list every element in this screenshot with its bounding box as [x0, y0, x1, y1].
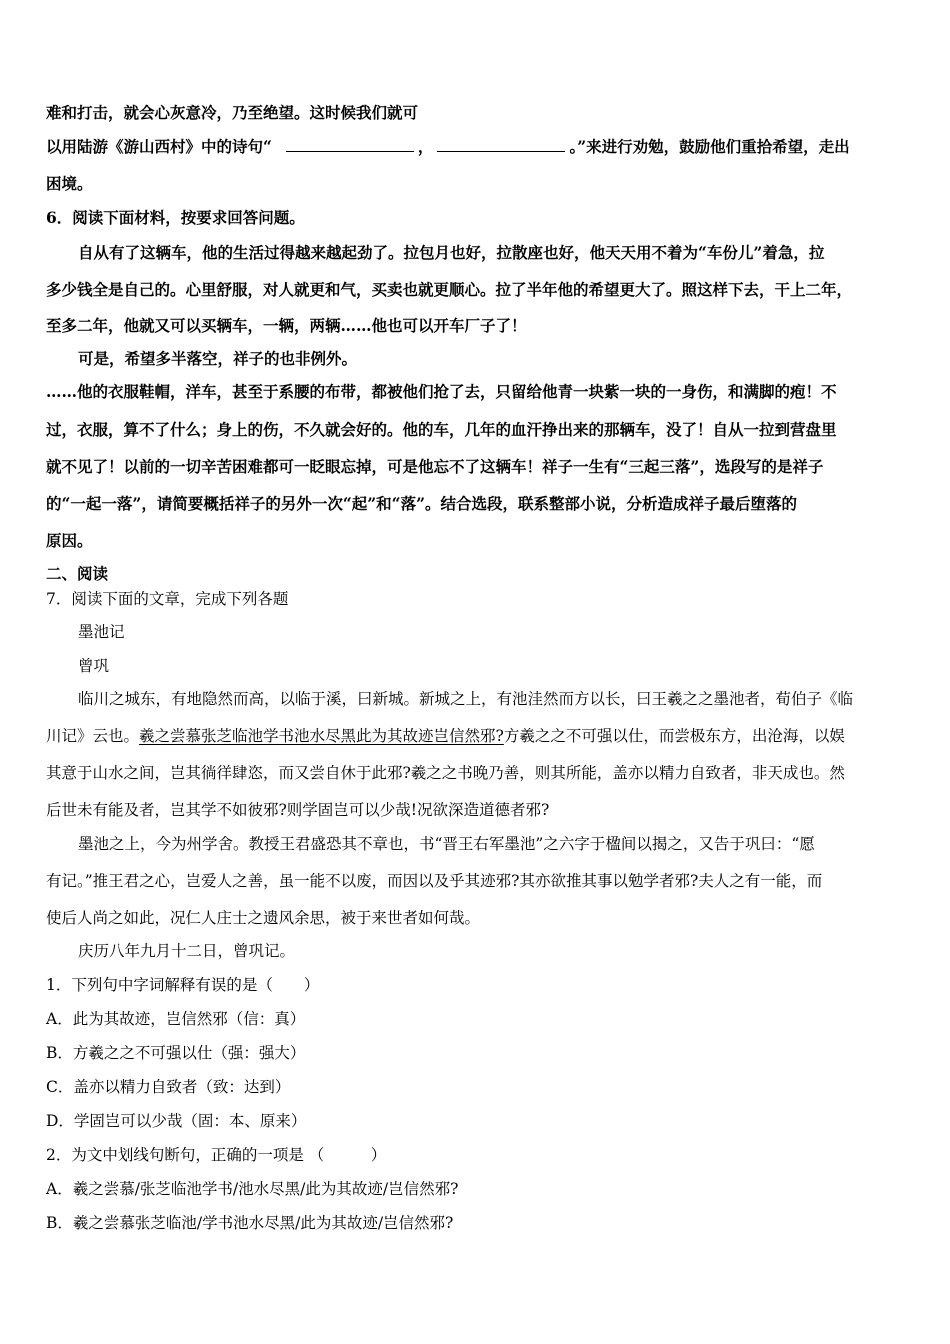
- q6-p1-line-2: 多少钱全是自己的。心里舒服，对人就更和气，买卖也就更顺心。拉了半年他的希望更大了。照这样下去，干上二年，: [46, 280, 853, 299]
- q5-prompt-text: 以用陆游《游山西村》中的诗句“: [46, 137, 272, 156]
- section-heading-reading: 二、阅读: [46, 564, 109, 583]
- q6-p3-line-5: 原因。: [46, 531, 93, 550]
- q5-prompt-tail: 。”来进行劝勉，鼓励他们重拾希望，走出: [569, 137, 850, 156]
- q7-heading: 7．阅读下面的文章，完成下列各题: [46, 590, 289, 608]
- poem-blank-2[interactable]: [437, 137, 565, 152]
- sub-question-1-stem: 1．下列句中字词解释有误的是（ ）: [46, 976, 320, 994]
- sub-question-2-option-a[interactable]: A．羲之尝慕/张芝临池学书/池水尽黑/此为其故迹/岂信然邪?: [46, 1180, 459, 1198]
- sub-question-1-option-c[interactable]: C．盖亦以精力自致者（致：达到）: [46, 1078, 291, 1096]
- poem-blank-1[interactable]: [286, 137, 414, 152]
- essay-p2-line-3: 使后人尚之如此，况仁人庄士之遗风余思，被于来世者如何哉。: [46, 909, 481, 927]
- q6-p3-line-4: 的“一起一落”，请简要概括祥子的另外一次“起”和“落”。结合选段，联系整部小说，分析造成祥子最后堕落的: [46, 494, 797, 513]
- q5-line-2: [46, 137, 850, 157]
- essay-p1-line-2: [46, 726, 845, 746]
- q6-p3-line-1: ……他的衣服鞋帽，洋车，甚至于系腰的布带，都被他们抢了去，只留给他青一块紫一块的一身伤，和满脚的疱！不: [46, 382, 837, 401]
- essay-p1-line-3: 其意于山水之间，岂其徜徉肆恣，而又尝自休于此邪?羲之之书晚乃善，则其所能，盖亦以精力自致者，非天成也。然: [46, 764, 845, 782]
- q5-comma: ，: [417, 137, 434, 156]
- essay-p2-line-2: 有记。”推王君之心，岂爱人之善，虽一能不以废，而因以及乎其迹邪?其亦欲推其事以勉学者邪?夫人之有一能，而: [46, 872, 823, 890]
- q6-p2: 可是，希望多半落空，祥子的也非例外。: [78, 349, 358, 368]
- q5-line-3: 困境。: [46, 174, 93, 193]
- essay-title: 墨池记: [78, 623, 125, 641]
- essay-p2-line-1: 墨池之上，今为州学舍。教授王君盛恐其不章也，书“晋王右军墨池”之六字于楹间以揭之，又告于巩曰：“愿: [78, 835, 815, 853]
- essay-p1-line-2-start: 川记》云也。: [46, 727, 140, 745]
- sub-question-2-option-b[interactable]: B．羲之尝慕张芝临池/学书池水尽黑/此为其故迹/岂信然邪?: [46, 1214, 454, 1232]
- q6-p1-line-1: 自从有了这辆车，他的生活过得越来越起劲了。拉包月也好，拉散座也好，他天天用不着为“车份儿”着急，拉: [78, 243, 825, 262]
- q5-line-1: 难和打击，就会心灰意冷，乃至绝望。这时候我们就可: [46, 103, 419, 122]
- sub-question-1-option-d[interactable]: D．学固岂可以少哉（固：本、原来）: [46, 1112, 307, 1130]
- q6-heading: 6．阅读下面材料，按要求回答问题。: [46, 208, 305, 227]
- essay-author: 曾巩: [78, 657, 110, 675]
- essay-p1-line-1: 临川之城东，有地隐然而高，以临于溪，曰新城。新城之上，有池洼然而方以长，曰王羲之之墨池者，荀伯子《临: [78, 690, 854, 708]
- underlined-sentence: 羲之尝慕张芝临池学书池水尽黑此为其故迹岂信然邪?: [139, 727, 504, 745]
- q6-p3-line-2: 过，衣服，算不了什么；身上的伤，不久就会好的。他的车，几年的血汗挣出来的那辆车，没了！自从一拉到营盘里: [46, 420, 837, 439]
- sub-question-2-stem: 2．为文中划线句断句，正确的一项是 （ ）: [46, 1146, 387, 1164]
- q6-p3-line-3: 就不见了！以前的一切辛苦困难都可一眨眼忘掉，可是他忘不了这辆车！祥子一生有“三起三落”，选段写的是祥子: [46, 457, 824, 476]
- essay-p1-line-4: 后世未有能及者，岂其学不如彼邪?则学固岂可以少哉!况欲深造道德者邪?: [46, 801, 550, 819]
- sub-question-1-option-a[interactable]: A．此为其故迹，岂信然邪（信：真）: [46, 1010, 306, 1028]
- essay-p1-line-2-end: 方羲之之不可强以仕，而尝极东方，出沧海，以娱: [503, 727, 845, 745]
- essay-date: 庆历八年九月十二日，曾巩记。: [78, 942, 296, 960]
- q6-p1-line-3: 至多二年，他就又可以买辆车，一辆，两辆……他也可以开车厂子了！: [46, 316, 527, 335]
- sub-question-1-option-b[interactable]: B．方羲之之不可强以仕（强：强大）: [46, 1044, 306, 1062]
